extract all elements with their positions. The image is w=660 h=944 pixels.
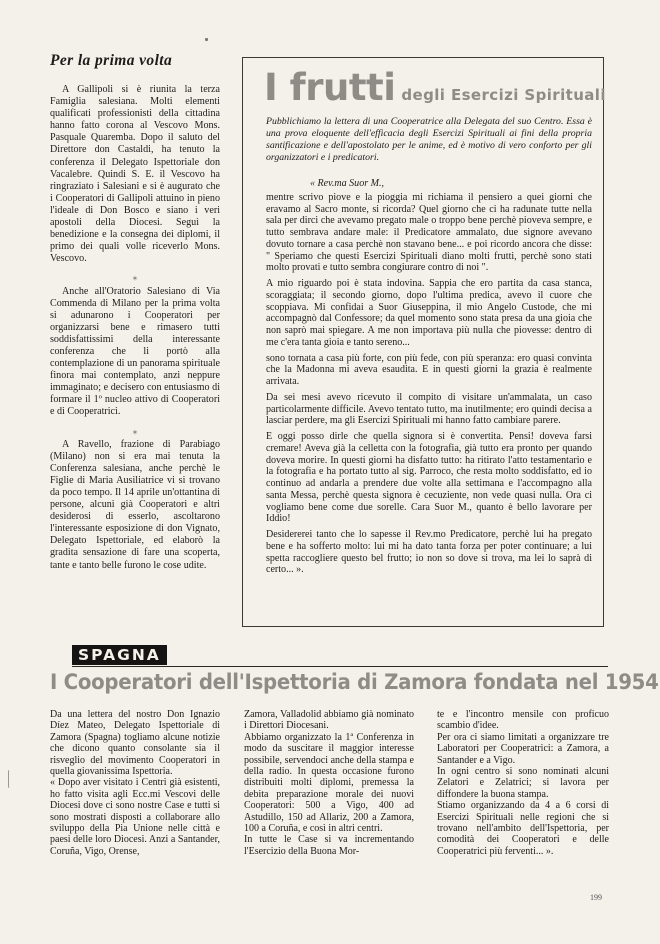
margin-mark	[8, 770, 11, 788]
spagna-paragraph: Per ora ci siamo limitati a organizzare tre Laboratori per Cooperatrici: a Zamora, a Santander e a Vigo.	[437, 731, 609, 766]
spagna-paragraph: In tutte le Case si va incrementando l'Esercizio della Buona Mor-	[244, 834, 414, 857]
box-intro: Pubblichiamo la lettera di una Cooperatrice alla Delegata del suo Centro. Essa è una prova eloquente dell'efficacia degli Esercizi Spirituali ai fini della propria santificazione e dell'apostolato per le anime, ed è motivo di vero conforto per gli organizzatori e i predicatori.	[266, 116, 592, 163]
box-letter-text	[266, 178, 592, 576]
page-number: 199	[590, 893, 602, 902]
section-rule	[72, 666, 608, 667]
left-column-title: Per la prima volta	[50, 52, 173, 69]
letter-paragraph: A mio riguardo poi è stata indovina. Sappia che ero partita da casa stanca, scoraggiata; il secondo giorno, dopo l'ultima predica, avevo il cuore che scoppiava. Mi confidai a Suor Giuseppina, il mio Angelo Custode, che mi accompagnò dal Confessore; da quel momento sono stata presa da una gioia che non saprò mai spiegare. A me non importava più nulla che piovesse: dentro di me c'era tanta gioia e tanto sereno...	[266, 278, 592, 348]
box-title-main: I frutti	[264, 66, 396, 109]
spagna-paragraph: Abbiamo organizzato la 1ª Conferenza in modo da suscitare il maggior interesse possibile, servendoci anche della stampa e della radio. In questa occasione furono distribuiti molti diplomi, premessa la debita preparazione morale dei nuovi Cooperatori: 500 a Vigo, 400 ad Astudillo, 150 ad Allariz, 200 a Zamora, 100 a Coruña, e così in altri centri.	[244, 731, 414, 835]
letter-salutation: « Rev.ma Suor M.,	[310, 178, 385, 189]
spagna-column-2	[244, 709, 414, 857]
spagna-paragraph: te e l'incontro mensile con proficuo scambio d'idee.	[437, 709, 609, 732]
spagna-paragraph: Da una lettera del nostro Don Ignazio Díez Mateo, Delegato Ispettoriale di Zamora (Spagna) togliamo alcune notizie che dicono quanto consolante sia il risveglio del movimento Cooperatori in quella giovanissima Ispettoria.	[50, 709, 220, 778]
ravello-paragraph: A Ravello, frazione di Parabiago (Milano) non si era mai tenuta la Conferenza salesiana, anche perchè le Figlie di Maria Ausiliatrice vi si trovano da poco tempo. Il 14 aprile un'ottantina di persone, alcuni già Cooperatori e altri desiderosi di esserlo, ascoltarono l'interessante esposizione di don Vignato, Delegato Ispettoriale, ed elaborò la gradita sensazione di fare una scoperta, tante e tanto belle furono le cose udite.	[50, 438, 220, 571]
letter-paragraph: mentre scrivo piove e la pioggia mi richiama il pensiero a quei giorni che eravamo al Sacro monte, si ricorda? Quel giorno che ci ha radunate tutte nella sala per dirci che avevamo pregato male o troppo bene perchè pioveva sempre, e tutto sembrava andare male: il Predicatore ammalato, due signore avevano dovuto tornare a casa perchè non stavano bene... e poi ricordo ancora che disse: " Speriamo che questi Esercizi Spirituali diano molti frutti, perchè sono stati molto provati e tutto sembra congiurare contro di noi ".	[266, 191, 592, 274]
print-speck	[205, 38, 208, 41]
letter-paragraph: sono tornata a casa più forte, con più fede, con più speranza: ero quasi convinta che la Madonna mi aveva esaudita. E in questi giorni la grazia è realmente arrivata.	[266, 352, 592, 387]
gallipoli-paragraph: A Gallipoli si è riunita la terza Famiglia salesiana. Molti elementi qualificati professionisti della cittadina hanno fatto corona al Vescovo Mons. Pasquale Quaremba. Dopo il saluto del Direttore don Castaldi, ha tenuto la conferenza il Delegato Ispettoriale don Vacalebre. Quindi S. E. il Vescovo ha ringraziato i Salesiani e si è augurato che i Cooperatori di Gallipoli attuino in pieno l'ideale di Don Bosco e siano i veri apostoli della Diocesi. Seguì la benedizione e la consegna dei diplomi, il primo dei quali volle riceverlo Mons. Vescovo.	[50, 84, 220, 265]
box-article-title	[264, 66, 606, 109]
milano-paragraph: Anche all'Oratorio Salesiano di Via Commenda di Milano per la prima volta si adunarono i Cooperatori per organizzarsi bene e rimasero tutti soddisfattissimi della interessante conferenza che li portò alla contemplazione di un panorama spirituale finora mai contemplato, anzi neppure immaginato; e decisero con entusiasmo di formare il 1º nucleo attivo di Cooperatori e di Cooperatrici.	[50, 285, 220, 418]
box-title-sub: degli Esercizi Spirituali	[401, 86, 606, 104]
spagna-article-title: I Cooperatori dell'Ispettoria di Zamora fondata nel 1954	[50, 670, 659, 694]
left-column-text	[50, 84, 220, 572]
letter-paragraph: Desidererei tanto che lo sapesse il Rev.mo Predicatore, perchè lui ha pregato bene e ha sofferto molto: lui mi ha dato tanta forza per poter continuare; a lui spetta raccogliere questo bel frutto; io non so dove si trova, ma lei lo saprà di certo... ».	[266, 529, 592, 576]
separator-star: ✶	[131, 427, 139, 437]
letter-paragraph: Da sei mesi avevo ricevuto il compito di visitare un'ammalata, un caso particolarmente difficile. Avevo tentato tutto, ma inutilmente; ero quindi decisa a lasciar perdere, ma gli Esercizi Spirituali mi hanno fatto cambiare parere.	[266, 391, 592, 427]
spagna-column-3	[437, 709, 609, 857]
spagna-paragraph: In ogni centro si sono nominati alcuni Zelatori e Zelatrici; si lavora per diffondere la buona stampa.	[437, 766, 609, 800]
spagna-paragraph: « Dopo aver visitato i Centri già esistenti, ho fatto visita agli Ecc.mi Vescovi delle Diocesi dove ci sono nostre Case e tutti si sono mostrati disposti a collaborare allo sviluppo della Pia Unione nelle città e paesi delle loro Diocesi. Anzi a Santander, Coruña, Vigo, Orense,	[50, 777, 220, 857]
spagna-paragraph: Zamora, Valladolid abbiamo già nominato i Direttori Diocesani.	[244, 709, 414, 732]
letter-paragraph: E oggi posso dirle che quella signora si è convertita. Pensi! doveva farsi cremare! Aveva già la celletta con la fotografia, già tutto era pronto per quando doveva morire. In questi giorni ha disfatto tutto: ha ritirato l'atto testamentario e la fotografia e ha portato tutto al sig. Parroco, che resta molto soddisfatto, ed io continuo ad andarla a prendere due volte alla settimana e l'accompagno alla santa Messa, perchè questa signora è cecuziente, non vede quasi nulla. Ora ci vogliamo bene come due sorelle. Cara Suor M., quanto è bello lavorare per Iddio!	[266, 431, 592, 525]
section-label-spagna: SPAGNA	[72, 645, 167, 665]
spagna-column-1	[50, 709, 220, 857]
spagna-paragraph: Stiamo organizzando da 4 a 6 corsi di Esercizi Spirituali nelle regioni che si trovano nell'ambito dell'Ispettoria, per comodità dei Cooperatori e delle Cooperatrici più ferventi... ».	[437, 800, 609, 857]
separator-star: ✶	[131, 274, 139, 284]
